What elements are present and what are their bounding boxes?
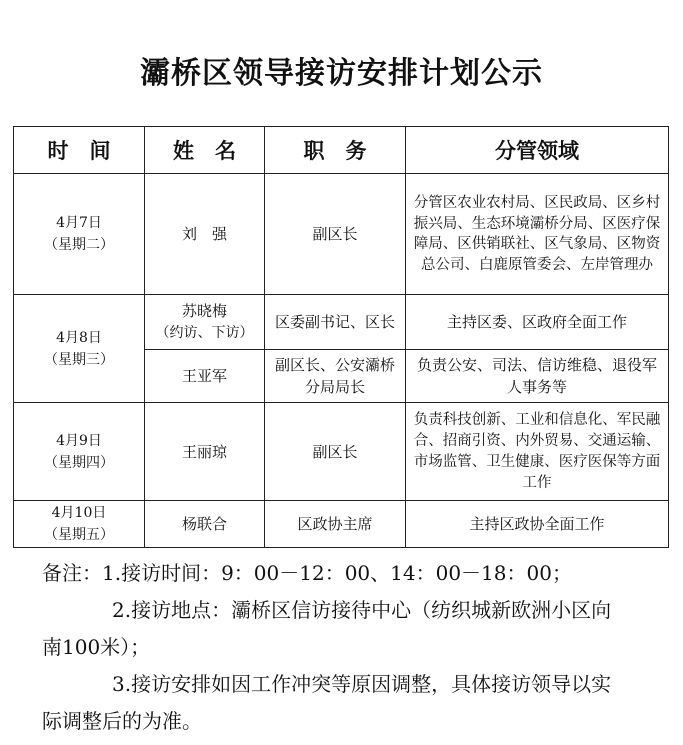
name-cell: 刘 强 — [145, 174, 265, 295]
name-cell — [145, 295, 265, 350]
name-cell: 王丽琼 — [145, 403, 265, 501]
note-line-1: 备注：1.接访时间：9：00－12：00、14：00－18：00； — [42, 561, 572, 585]
weekday: （星期五） — [44, 527, 114, 543]
date: 4月7日 — [56, 215, 102, 231]
table-row — [14, 501, 669, 548]
note-line-3a: 3.接访安排如因工作冲突等原因调整，具体接访领导以实 — [112, 672, 612, 696]
date: 4月8日 — [56, 329, 102, 346]
weekday: （星期二） — [44, 237, 114, 253]
header-area: 分管领域 — [406, 127, 669, 174]
area-cell: 负责公安、司法、信访维稳、退役军人事务等 — [406, 350, 669, 403]
position-cell: 副区长 — [265, 174, 406, 295]
name-cell: 王亚军 — [145, 350, 265, 403]
date-cell — [14, 501, 145, 548]
notes — [42, 555, 672, 740]
date: 4月10日 — [51, 505, 107, 521]
note-line-2b: 南100米）； — [42, 635, 151, 659]
page-title: 灞桥区领导接访安排计划公示 — [140, 56, 543, 91]
table-row — [14, 403, 669, 501]
position-cell: 副区长 — [265, 403, 406, 501]
position-cell: 副区长、公安灞桥分局局长 — [265, 350, 406, 403]
note-line-3b: 际调整后的为准。 — [42, 709, 202, 733]
name-note: （约访、下访） — [155, 325, 254, 341]
name-cell: 杨联合 — [145, 501, 265, 548]
table-row — [14, 295, 669, 350]
position-cell: 区委副书记、区长 — [265, 295, 406, 350]
header-time: 时 间 — [14, 127, 145, 174]
date-cell — [14, 174, 145, 295]
header-position: 职 务 — [265, 127, 406, 174]
note-line-2a: 2.接访地点：灞桥区信访接待中心（纺织城新欧洲小区向 — [112, 598, 612, 622]
table-row — [14, 174, 669, 295]
date-cell — [14, 295, 145, 403]
area-cell: 负责科技创新、工业和信息化、军民融合、招商引资、内外贸易、交通运输、市场监管、卫生健康、医疗医保等方面工作 — [406, 403, 669, 501]
schedule-table — [13, 126, 669, 548]
header-name: 姓 名 — [145, 127, 265, 174]
area-cell: 分管区农业农村局、区民政局、区乡村振兴局、生态环境灞桥分局、区医疗保障局、区供销联社、区气象局、区物资总公司、白鹿原管委会、左岸管理办 — [406, 174, 669, 295]
name: 苏晓梅 — [181, 302, 227, 320]
date: 4月9日 — [56, 432, 102, 449]
area-cell: 主持区委、区政府全面工作 — [406, 295, 669, 350]
table-header-row — [14, 127, 669, 174]
position-cell: 区政协主席 — [265, 501, 406, 548]
date-cell — [14, 403, 145, 501]
weekday: （星期四） — [44, 454, 114, 471]
weekday: （星期三） — [44, 351, 114, 368]
area-cell: 主持区政协全面工作 — [406, 501, 669, 548]
